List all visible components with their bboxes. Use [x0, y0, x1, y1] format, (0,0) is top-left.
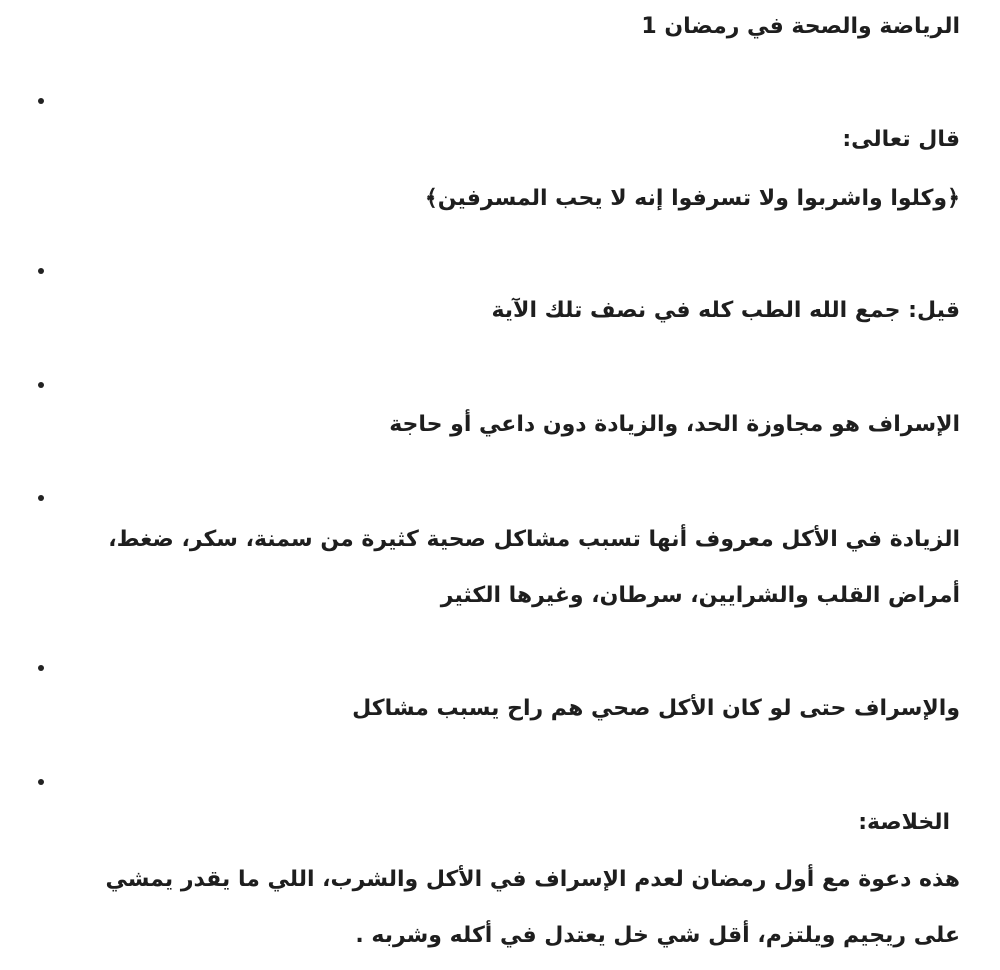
excess-effects-text: الزيادة في الأكل معروف أنها تسبب مشاكل صحية كثيرة من سمنة، سكر، ضغط، أمراض القلب والشرايين، سرطان، وغيرها الكثير — [108, 527, 960, 608]
bullet-3 — [38, 382, 44, 388]
bullet-1 — [38, 98, 44, 104]
quran-verse: ﴿وكلوا واشربوا ولا تسرفوا إنه لا يحب المسرفين﴾ — [424, 186, 960, 211]
page-title: الرياضة والصحة في رمضان 1 — [641, 14, 960, 39]
bullet-2 — [38, 268, 44, 274]
bullet-5 — [38, 665, 44, 671]
quote-intro: قال تعالى: — [842, 127, 960, 152]
summary-text: هذه دعوة مع أول رمضان لعدم الإسراف في الأكل والشرب، اللي ما يقدر يمشي على ريجيم ويلتزم، أقل شي خل يعتدل في أكله وشربه . — [105, 867, 960, 948]
bullet-4 — [38, 495, 44, 501]
saying-text: قيل: جمع الله الطب كله في نصف تلك الآية — [491, 298, 960, 323]
bullet-6 — [38, 779, 44, 785]
summary-heading: الخلاصة: — [858, 810, 950, 835]
definition-text: الإسراف هو مجاوزة الحد، والزيادة دون داعي أو حاجة — [389, 412, 960, 437]
healthy-excess-text: والإسراف حتى لو كان الأكل صحي هم راح يسبب مشاكل — [352, 696, 960, 721]
